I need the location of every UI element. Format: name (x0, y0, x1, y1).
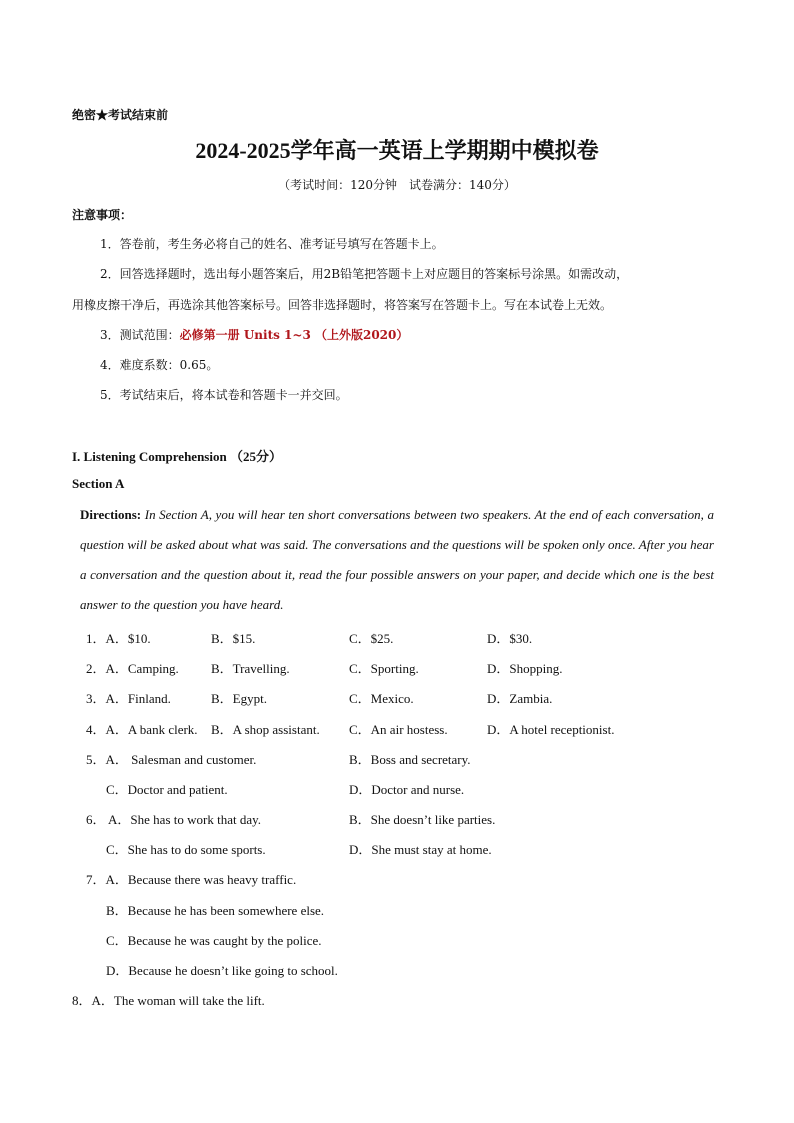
q3-option-d: D．Zambia. (487, 691, 553, 706)
q5-option-c: C．Doctor and patient. (106, 782, 228, 797)
q3-option-a: 3．A．Finland. (86, 691, 171, 706)
note-item-1: 1．答卷前，考生务必将自己的姓名、准考证号填写在答题卡上。 (100, 237, 444, 251)
q6-option-c: C．She has to do some sports. (106, 842, 266, 857)
directions-paragraph (80, 500, 714, 620)
note-item-2-line-1: 2．回答选择题时，选出每小题答案后，用2B铅笔把答题卡上对应题目的答案标号涂黑。如需改动， (100, 267, 629, 281)
q6-option-d: D．She must stay at home. (349, 842, 492, 857)
q1-option-b: B．$15. (211, 631, 256, 646)
q5-option-d: D．Doctor and nurse. (349, 782, 465, 797)
section-heading: Section A (72, 476, 125, 491)
q8-option-a: 8．A．The woman will take the lift. (72, 993, 265, 1008)
note-item-2-line-2: 用橡皮擦干净后，再选涂其他答案标号。回答非选择题时，将答案写在答题卡上。写在本试卷上无效。 (72, 298, 613, 312)
q3-option-b: B．Egypt. (211, 691, 267, 706)
note-item-5: 5．考试结束后，将本试卷和答题卡一并交回。 (100, 388, 348, 402)
notes-heading: 注意事项： (72, 208, 133, 222)
q4-option-d: D．A hotel receptionist. (487, 722, 615, 737)
confidential-label: 绝密★考试结束前 (72, 108, 169, 122)
q5-option-a: 5．A． Salesman and customer. (86, 752, 257, 767)
q6-option-a: 6． A．She has to work that day. (86, 812, 261, 827)
q7-option-a: 7．A．Because there was heavy traffic. (86, 872, 297, 887)
q1-option-c: C．$25. (349, 631, 394, 646)
q7-option-b: B．Because he has been somewhere else. (106, 903, 325, 918)
note-item-4: 4．难度系数：0.65。 (100, 358, 219, 372)
q4-option-a: 4．A．A bank clerk. (86, 722, 198, 737)
q1-option-a: 1．A．$10. (86, 631, 151, 646)
directions-text: In Section A, you will hear ten short conversations between two speakers. At the end of each conversation, a question will be asked about what was said. The conversations and the questions will be spoken only once. After you hear a conversation and the question about it, read the four possible answers on your paper, and decide which one is the best answer to the question you have heard. (80, 507, 714, 612)
q4-option-c: C．An air hostess. (349, 722, 448, 737)
note-item-3-prefix: 3．测试范围： (100, 328, 180, 342)
test-range: 必修第一册 Units 1~3 （上外版2020） (179, 328, 409, 342)
q7-option-c: C．Because he was caught by the police. (106, 933, 322, 948)
note-item-3 (100, 326, 408, 343)
q2-option-a: 2．A．Camping. (86, 661, 179, 676)
directions-label: Directions: (80, 507, 142, 522)
q7-option-d: D．Because he doesn’t like going to school. (106, 963, 338, 978)
q4-option-b: B．A shop assistant. (211, 722, 320, 737)
q3-option-c: C．Mexico. (349, 691, 414, 706)
q6-option-b: B．She doesn’t like parties. (349, 812, 496, 827)
q1-option-d: D．$30. (487, 631, 533, 646)
q2-option-c: C．Sporting. (349, 661, 419, 676)
part-heading: I. Listening Comprehension （25分） (72, 449, 282, 464)
q2-option-d: D．Shopping. (487, 661, 563, 676)
page-title: 2024-2025学年高一英语上学期期中模拟卷 (195, 138, 599, 163)
exam-info: （考试时间：120分钟 试卷满分：140分） (278, 178, 516, 192)
q5-option-b: B．Boss and secretary. (349, 752, 471, 767)
q2-option-b: B．Travelling. (211, 661, 290, 676)
